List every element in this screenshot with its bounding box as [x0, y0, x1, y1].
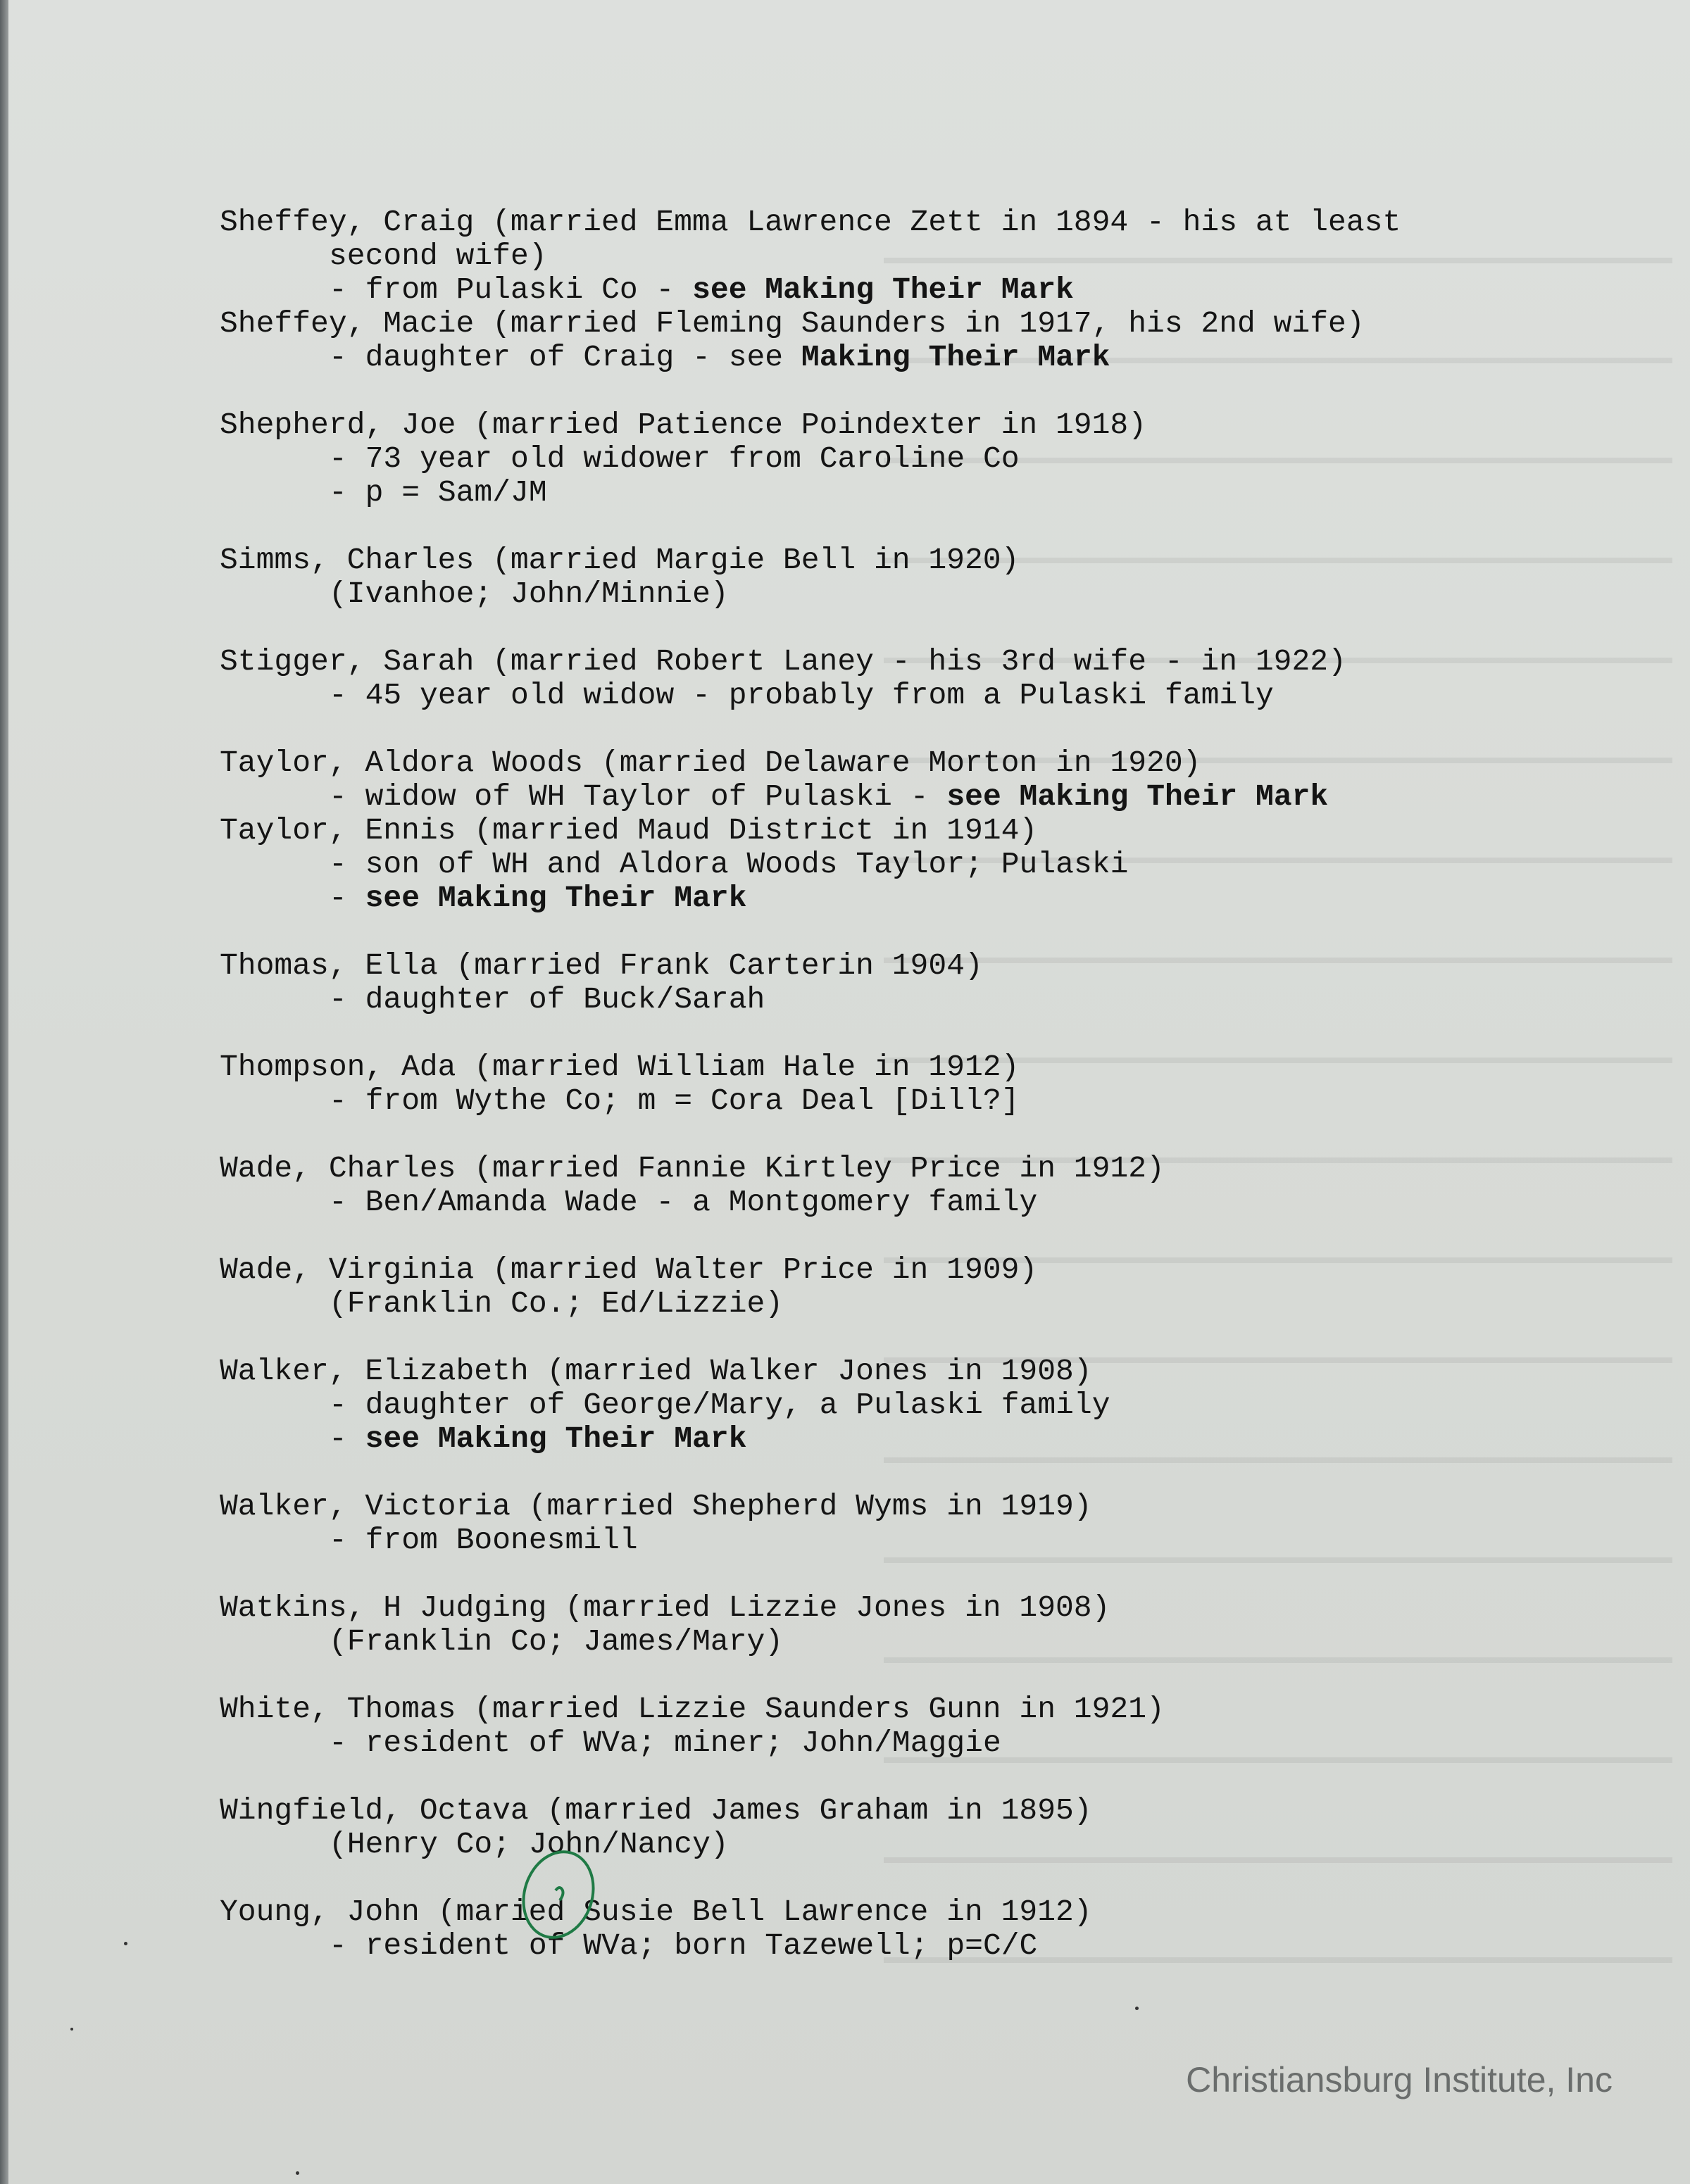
detail-text: (Franklin Co; James/Mary) [329, 1624, 784, 1659]
entry-detail-line [220, 1422, 1628, 1456]
detail-text: - daughter of George/Mary, a Pulaski family [329, 1388, 1110, 1422]
entry-item [220, 1693, 1628, 1760]
entry-item [220, 814, 1628, 915]
detail-text: - from Boonesmill [329, 1523, 638, 1557]
entry-item [220, 645, 1628, 713]
entry-item [220, 1895, 1628, 1963]
entry-item [220, 1152, 1628, 1219]
detail-text: (Franklin Co.; Ed/Lizzie) [329, 1286, 784, 1321]
entry-detail-line [220, 442, 1628, 476]
entry-detail-line [220, 341, 1628, 375]
entry-detail-line [220, 1287, 1628, 1321]
entry-heading: Thompson, Ada (married William Hale in 1912) [220, 1050, 1020, 1084]
entry-item [220, 949, 1628, 1017]
entry-heading: Shepherd, Joe (married Patience Poindexter in 1918) [220, 408, 1147, 442]
entry-detail-line [220, 848, 1628, 881]
entry-item [220, 1355, 1628, 1456]
entry-detail-line [220, 1388, 1628, 1422]
entry-item [220, 1591, 1628, 1659]
entry-heading: White, Thomas (married Lizzie Saunders Gunn in 1921) [220, 1692, 1165, 1726]
entry-detail-line [220, 239, 1628, 273]
detail-text: - resident of WVa; miner; John/Maggie [329, 1726, 1001, 1760]
entry-heading: Stigger, Sarah (married Robert Laney - his 3rd wife - in 1922) [220, 644, 1346, 679]
entry-heading: Taylor, Ennis (married Maud District in 1914) [220, 813, 1038, 848]
entry-detail-line [220, 983, 1628, 1017]
entry-list [220, 206, 1628, 1963]
detail-text: - resident of WVa; born Tazewell; p=C/C [329, 1928, 1038, 1963]
scan-speck [70, 2028, 73, 2031]
entry-item [220, 307, 1628, 375]
page-edge-shadow [0, 0, 8, 2184]
detail-text: - from Pulaski Co - [329, 272, 693, 307]
reference-bold: see Making Their Mark [365, 1422, 747, 1456]
entry-item [220, 1050, 1628, 1118]
entry-heading: Simms, Charles (married Margie Bell in 1920) [220, 543, 1020, 577]
entry-heading: Walker, Victoria (married Shepherd Wyms in 1919) [220, 1489, 1092, 1524]
detail-text: (Ivanhoe; John/Minnie) [329, 577, 729, 611]
entry-heading: Taylor, Aldora Woods (married Delaware Morton in 1920) [220, 746, 1201, 780]
entry-detail-line [220, 1828, 1628, 1862]
detail-text: - 73 year old widower from Caroline Co [329, 441, 1020, 476]
reference-bold: see Making Their Mark [946, 779, 1329, 814]
detail-text: - son of WH and Aldora Woods Taylor; Pulaski [329, 847, 1129, 881]
entry-detail-line [220, 1625, 1628, 1659]
detail-text: - from Wythe Co; m = Cora Deal [Dill?] [329, 1084, 1020, 1118]
detail-text: - [329, 1422, 365, 1456]
entry-detail-line [220, 476, 1628, 510]
entry-heading: Wingfield, Octava (married James Graham in 1895) [220, 1793, 1092, 1828]
reference-bold: see Making Their Mark [692, 272, 1074, 307]
watermark: Christiansburg Institute, Inc [1186, 2060, 1613, 2100]
entry-item [220, 544, 1628, 611]
detail-text: - widow of WH Taylor of Pulaski - [329, 779, 947, 814]
entry-heading: Wade, Charles (married Fannie Kirtley Price in 1912) [220, 1151, 1165, 1186]
entry-detail-line [220, 780, 1628, 814]
entry-detail-line [220, 1084, 1628, 1118]
entry-detail-line [220, 1524, 1628, 1557]
entry-detail-line [220, 1929, 1628, 1963]
entry-detail-line [220, 1186, 1628, 1219]
entry-heading: Watkins, H Judging (married Lizzie Jones in 1908) [220, 1590, 1110, 1625]
entry-item [220, 1490, 1628, 1557]
entry-heading: Walker, Elizabeth (married Walker Jones in 1908) [220, 1354, 1092, 1388]
entry-item [220, 1794, 1628, 1862]
entry-heading: Thomas, Ella (married Frank Carterin 1904) [220, 948, 983, 983]
detail-text: - [329, 881, 365, 915]
detail-text: - p = Sam/JM [329, 475, 547, 510]
entry-heading: Sheffey, Macie (married Fleming Saunders in 1917, his 2nd wife) [220, 306, 1365, 341]
pen-circle-mark [509, 1848, 608, 1954]
entry-item [220, 746, 1628, 814]
entry-item [220, 1253, 1628, 1321]
entry-item [220, 408, 1628, 510]
scan-speck [124, 1942, 127, 1945]
detail-text: - 45 year old widow - probably from a Pulaski family [329, 678, 1274, 713]
entry-detail-line [220, 881, 1628, 915]
reference-bold: see Making Their Mark [365, 881, 747, 915]
entry-heading: Sheffey, Craig (married Emma Lawrence Zett in 1894 - his at least [220, 205, 1401, 239]
scan-speck [296, 2171, 299, 2175]
entry-detail-line [220, 1726, 1628, 1760]
entry-detail-line [220, 679, 1628, 713]
entry-heading: Wade, Virginia (married Walter Price in 1909) [220, 1253, 1038, 1287]
detail-text: (Henry Co; John/Nancy) [329, 1827, 729, 1862]
entry-heading: Young, John (maried Susie Bell Lawrence in 1912) [220, 1895, 1092, 1929]
entry-detail-line [220, 273, 1628, 307]
detail-text: - daughter of Buck/Sarah [329, 982, 765, 1017]
entry-detail-line [220, 577, 1628, 611]
detail-text: second wife) [329, 239, 547, 273]
detail-text: - daughter of Craig - see [329, 340, 801, 375]
scan-speck [1135, 2007, 1139, 2010]
entry-item [220, 206, 1628, 307]
reference-bold: Making Their Mark [801, 340, 1110, 375]
detail-text: - Ben/Amanda Wade - a Montgomery family [329, 1185, 1038, 1219]
